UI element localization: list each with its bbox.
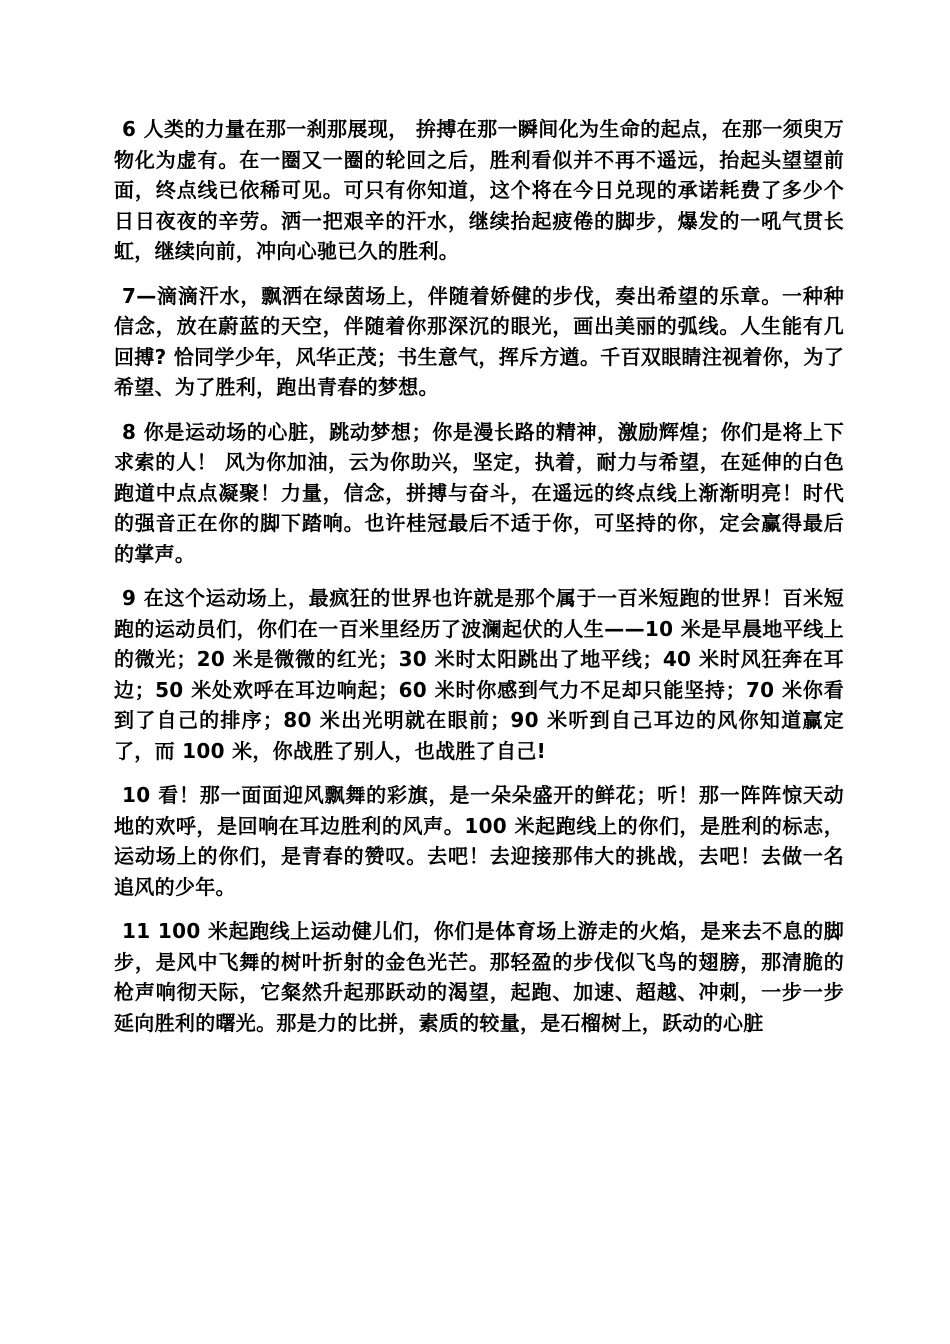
- paragraph-7: 7—滴滴汗水，飘洒在绿茵场上，伴随着娇健的步伐，奏出希望的乐章。一种种信念，放在蔚蓝的天空，伴随着你那深沉的眼光，画出美丽的弧线。人生能有几回搏? 恰同学少年，风华正茂；书生意气，挥斥方遒。千百双眼睛注视着你，为了希望、为了胜利，跑出青春的梦想。: [114, 283, 844, 399]
- document-body: [114, 114, 844, 1052]
- paragraph-9: 9 在这个运动场上，最疯狂的世界也许就是那个属于一百米短跑的世界！百米短跑的运动员们，你们在一百米里经历了波澜起伏的人生——10 米是早晨地平线上的微光；20 米是微微的红光；30 米时太阳跳出了地平线；40 米时风狂奔在耳边；50 米处欢呼在耳边响起；60 米时你感到气力不足却只能坚持；70 米你看到了自己的排序；80 米出光明就在眼前；90 米听到自己耳边的风你知道赢定了，而 100 米，你战胜了别人，也战胜了自己!: [114, 586, 844, 763]
- paragraph-8: 8 你是运动场的心脏，跳动梦想；你是漫长路的精神，激励辉煌；你们是将上下求索的人！ 风为你加油，云为你助兴，坚定，执着，耐力与希望，在延伸的白色跑道中点点凝聚！力量，信念，拼搏与奋斗，在遥远的终点线上渐渐明亮！时代的强音正在你的脚下踏响。也许桂冠最后不适于你，可坚持的你，定会赢得最后的掌声。: [114, 419, 844, 566]
- paragraph-6: 6 人类的力量在那一刹那展现， 拚搏在那一瞬间化为生命的起点，在那一须臾万物化为虚有。在一圈又一圈的轮回之后，胜利看似并不再不遥远，抬起头望望前面，终点线已依稀可见。可只有你知道，这个将在今日兑现的承诺耗费了多少个日日夜夜的辛劳。洒一把艰辛的汗水，继续抬起疲倦的脚步，爆发的一吼气贯长虹，继续向前，冲向心驰已久的胜利。: [114, 117, 844, 263]
- paragraph-11: 11 100 米起跑线上运动健儿们，你们是体育场上游走的火焰，是来去不息的脚步，是风中飞舞的树叶折射的金色光芒。那轻盈的步伐似飞鸟的翅膀，那清脆的枪声响彻天际，它粲然升起那跃动的渴望，起跑、加速、超越、冲刺，一步一步延向胜利的曙光。那是力的比拼，素质的较量，是石榴树上，跃动的心脏: [114, 919, 844, 1035]
- paragraph-10: 10 看！那一面面迎风飘舞的彩旗，是一朵朵盛开的鲜花；听！那一阵阵惊天动地的欢呼，是回响在耳边胜利的风声。100 米起跑线上的你们，是胜利的标志，运动场上的你们，是青春的赞叹。去吧！去迎接那伟大的挑战，去吧！去做一名追风的少年。: [114, 783, 844, 899]
